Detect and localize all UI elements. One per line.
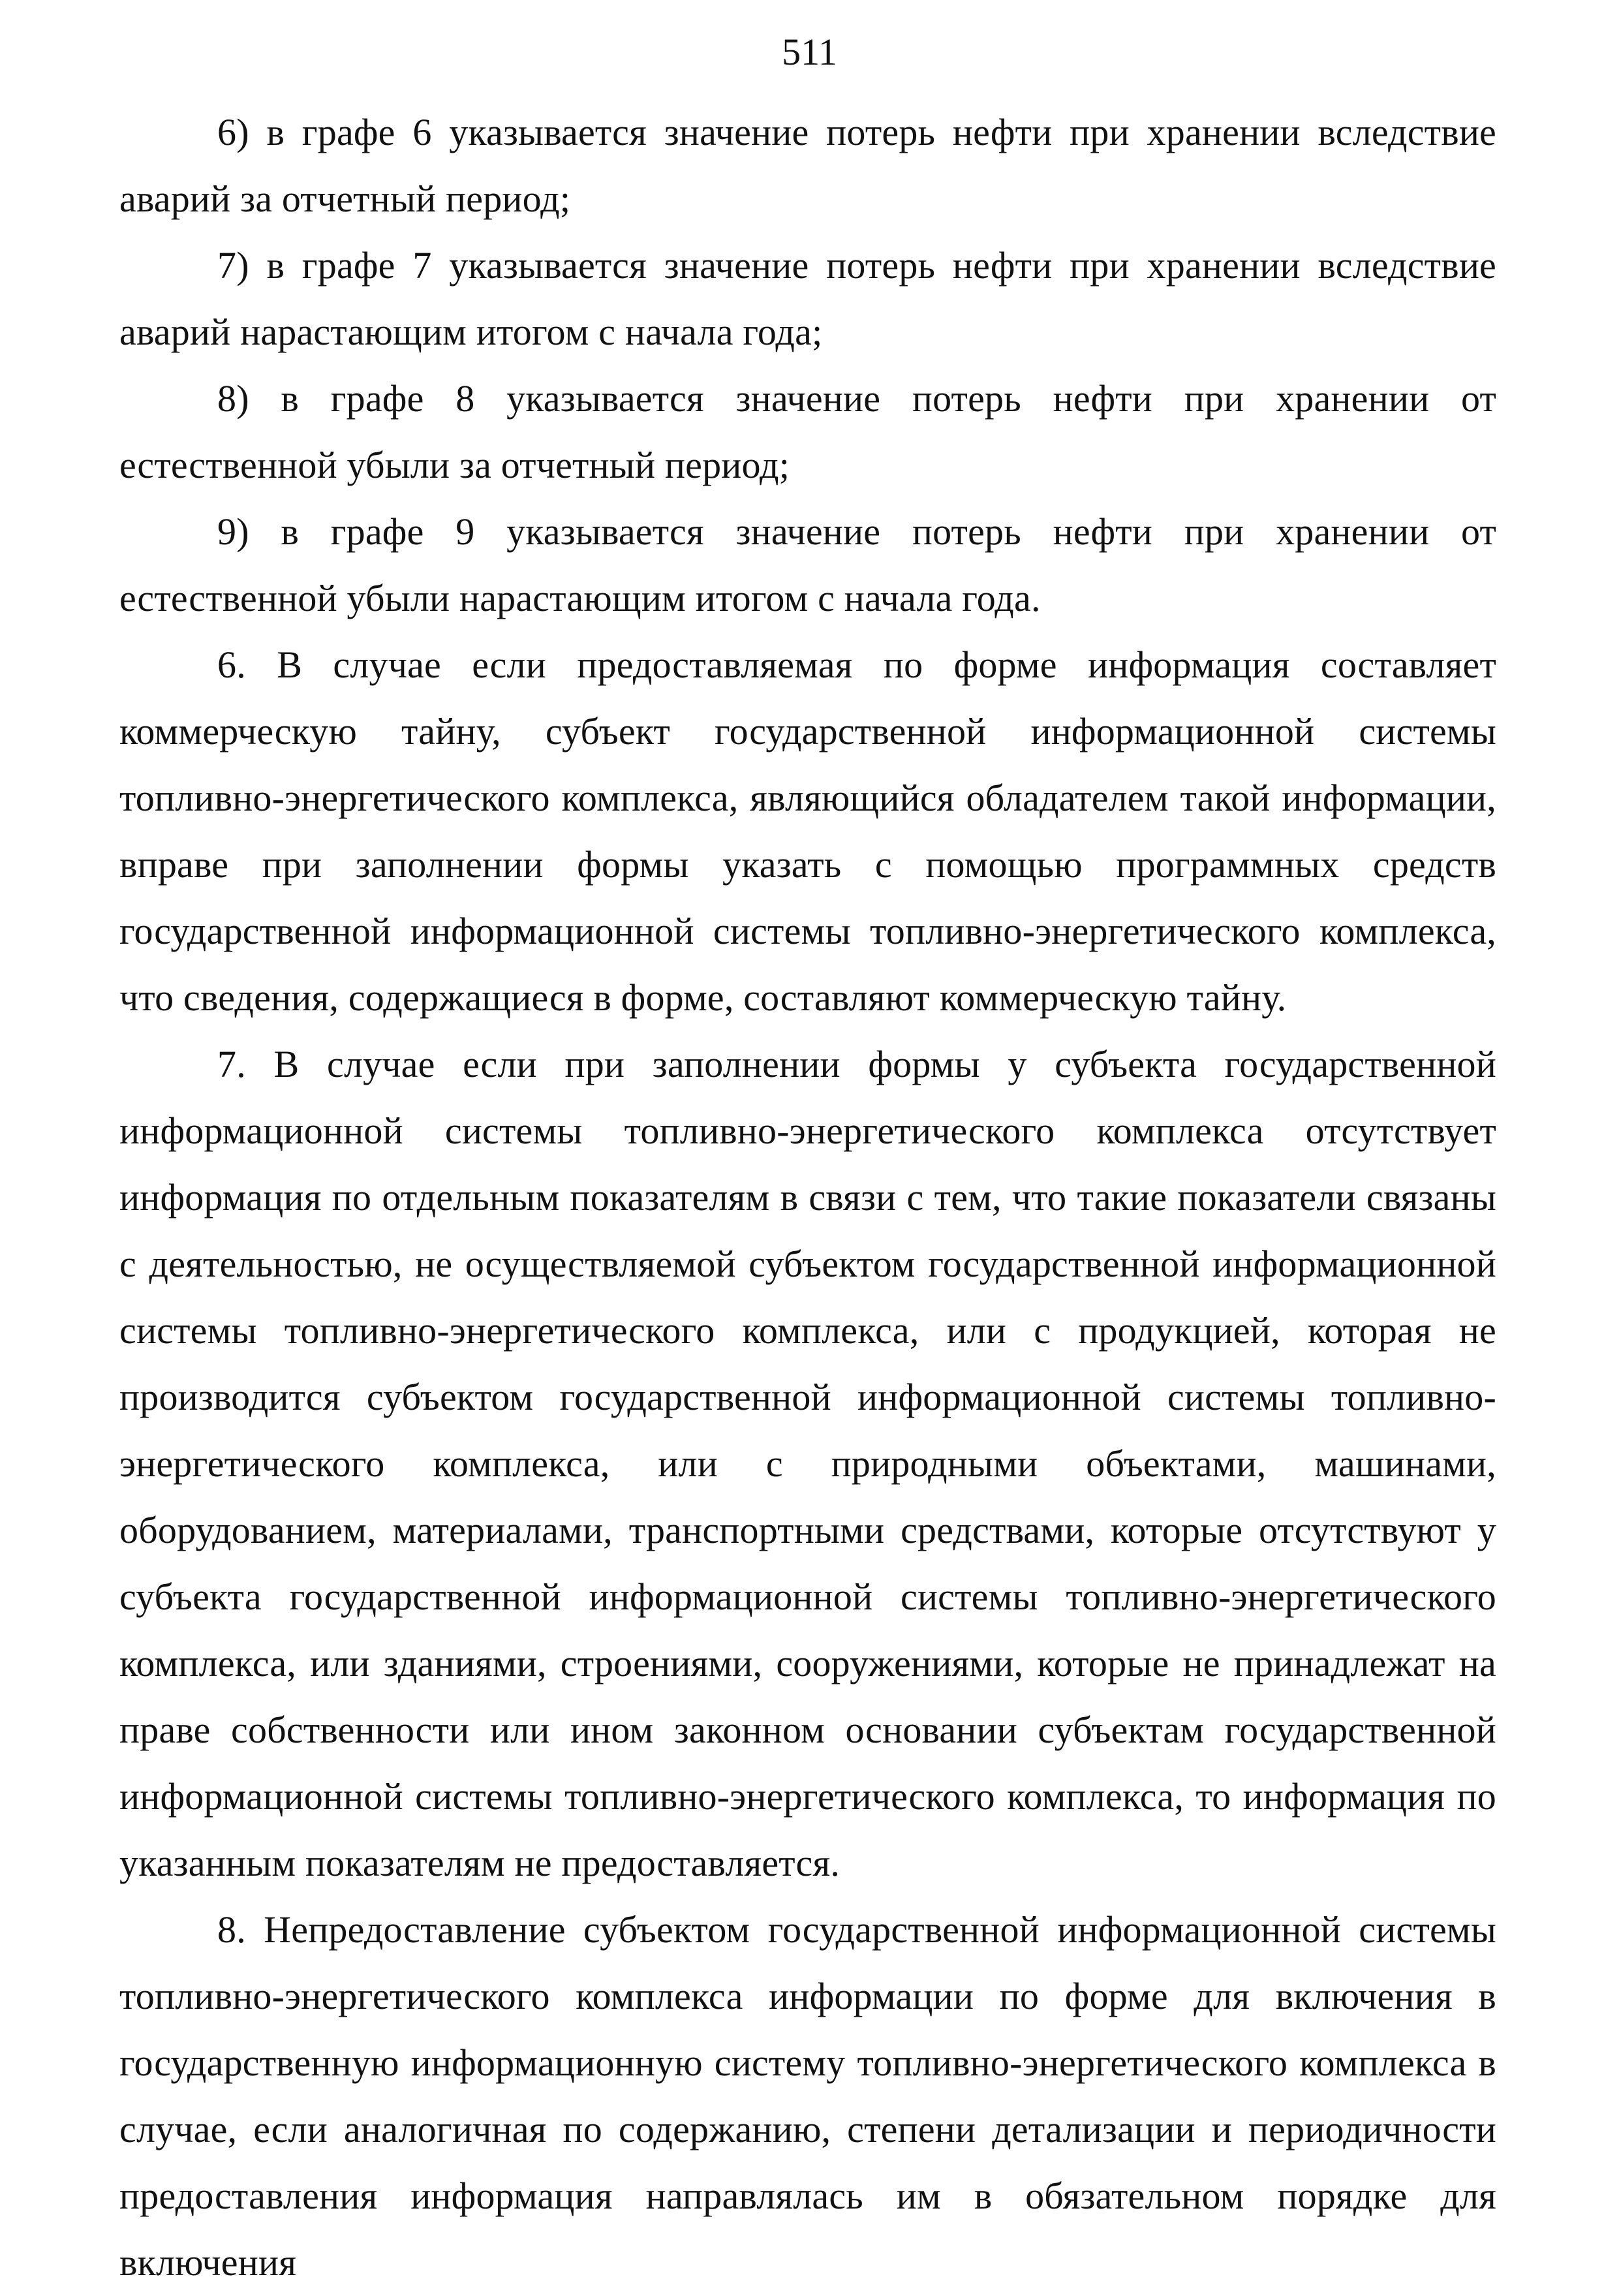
paragraph-item-9: 9) в графе 9 указывается значение потерь нефти при хранении от естественной убыли нарастающим итогом с начала года. (119, 510, 1496, 619)
paragraph-section-7: 7. В случае если при заполнении формы у субъекта государственной информационной системы топливно-энергетического комплекса отсутствует информация по отдельным показателям в связи с тем, что такие показатели связаны с деятельностью, не осуществляемой субъектом государственной информационной системы топливно-энергетического комплекса, или с продукцией, которая не производится субъектом государственной информационной системы топливно-энергетического комплекса, или с природными объектами, машинами, оборудованием, материалами, транспортными средствами, которые отсутствуют у субъекта государственной информационной системы топливно-энергетического комплекса, или зданиями, строениями, сооружениями, которые не принадлежат на праве собственности или ином законном основании субъектам государственной информационной системы топливно-энергетического комплекса, то информация по указанным показателям не предоставляется. (119, 1043, 1496, 1884)
paragraph-section-8: 8. Непредоставление субъектом государственной информационной системы топливно-энергетического комплекса информации по форме для включения в государственную информационную систему топливно-энергетического комплекса в случае, если аналогичная по содержанию, степени детализации и периодичности предоставления информация направлялась им в обязательном порядке для включения (119, 1908, 1496, 2284)
paragraph-item-8: 8) в графе 8 указывается значение потерь нефти при хранении от естественной убыли за отчетный период; (119, 377, 1496, 486)
paragraph-item-7: 7) в графе 7 указывается значение потерь нефти при хранении вследствие аварий нарастающим итогом с начала года; (119, 244, 1496, 353)
page-body (119, 99, 1496, 2296)
paragraph-section-6: 6. В случае если предоставляемая по форме информация составляет коммерческую тайну, субъект государственной информационной системы топливно-энергетического комплекса, являющийся обладателем такой информации, вправе при заполнении формы указать с помощью программных средств государственной информационной системы топливно-энергетического комплекса, что сведения, содержащиеся в форме, составляют коммерческую тайну. (119, 644, 1496, 1019)
page-number: 511 (782, 31, 837, 73)
paragraph-item-6: 6) в графе 6 указывается значение потерь нефти при хранении вследствие аварий за отчетный период; (119, 111, 1496, 220)
